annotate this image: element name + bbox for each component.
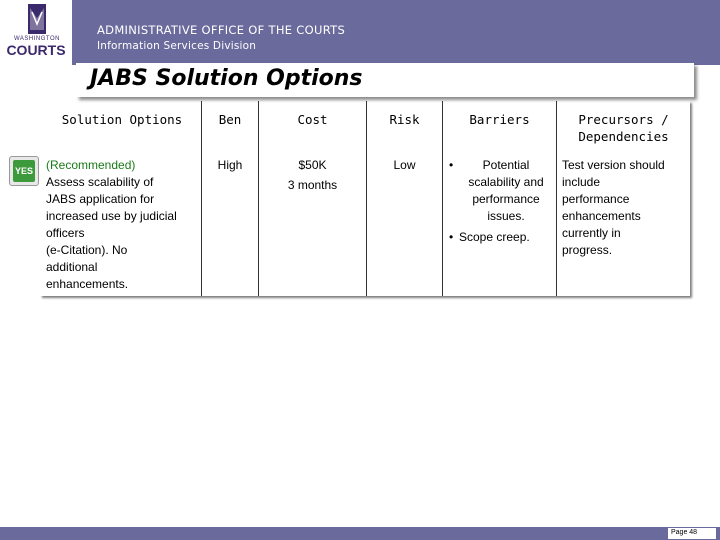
column-divider: [201, 101, 202, 296]
barrier-item: • Scope creep.: [449, 229, 553, 246]
yes-icon-label: YES: [13, 160, 35, 182]
cost-duration: 3 months: [287, 178, 338, 192]
column-divider: [442, 101, 443, 296]
header-precursors-line1: Precursors /: [578, 112, 669, 127]
solution-line: officers: [46, 226, 85, 240]
recommended-label: (Recommended): [46, 158, 136, 172]
precursor-line: performance: [562, 192, 630, 206]
cell-ben: High: [217, 158, 243, 172]
header-risk: Risk: [389, 112, 420, 127]
precursor-line: progress.: [562, 243, 613, 257]
header-solution-options: Solution Options: [61, 112, 183, 127]
precursor-line: currently in: [562, 226, 621, 240]
header-cost: Cost: [297, 112, 328, 127]
solution-line: JABS application for: [46, 192, 155, 206]
cost-amount: $50K: [298, 158, 327, 172]
header-ben: Ben: [218, 112, 242, 127]
division-title: Information Services Division: [97, 40, 257, 52]
solution-line: Assess scalability of: [46, 175, 154, 189]
footer-band: [0, 527, 720, 540]
solution-line: increased use by judicial: [46, 209, 177, 223]
washington-courts-logo: [0, 0, 72, 65]
cell-solution: [46, 157, 200, 293]
logo-big-text: COURTS: [6, 42, 66, 58]
cell-precursors: [562, 157, 688, 259]
slide-title: JABS Solution Options: [90, 66, 363, 91]
solution-line: enhancements.: [46, 277, 129, 291]
cell-cost: [259, 157, 366, 194]
header-precursors-line2: Dependencies: [578, 129, 669, 144]
solution-options-table: [40, 101, 690, 296]
courts-emblem-icon: [28, 4, 46, 34]
yes-icon: [9, 156, 39, 186]
column-divider: [366, 101, 367, 296]
header-barriers: Barriers: [469, 112, 530, 127]
solution-line: (e-Citation). No: [46, 243, 128, 257]
cell-barriers: [449, 157, 553, 246]
cell-risk: Low: [393, 158, 416, 172]
precursor-line: include: [562, 175, 601, 189]
slide-title-bar: [76, 63, 694, 97]
office-title: ADMINISTRATIVE OFFICE OF THE COURTS: [97, 23, 346, 37]
page-number: Page 48: [671, 529, 698, 536]
solution-line: additional: [46, 260, 98, 274]
header-precursors: [557, 111, 690, 145]
column-divider: [258, 101, 259, 296]
precursor-line: Test version should: [562, 158, 665, 172]
logo-small-text: WASHINGTON: [13, 36, 60, 42]
barrier-item: • Potential scalability and performance issues.: [449, 157, 553, 225]
precursor-line: enhancements: [562, 209, 641, 223]
